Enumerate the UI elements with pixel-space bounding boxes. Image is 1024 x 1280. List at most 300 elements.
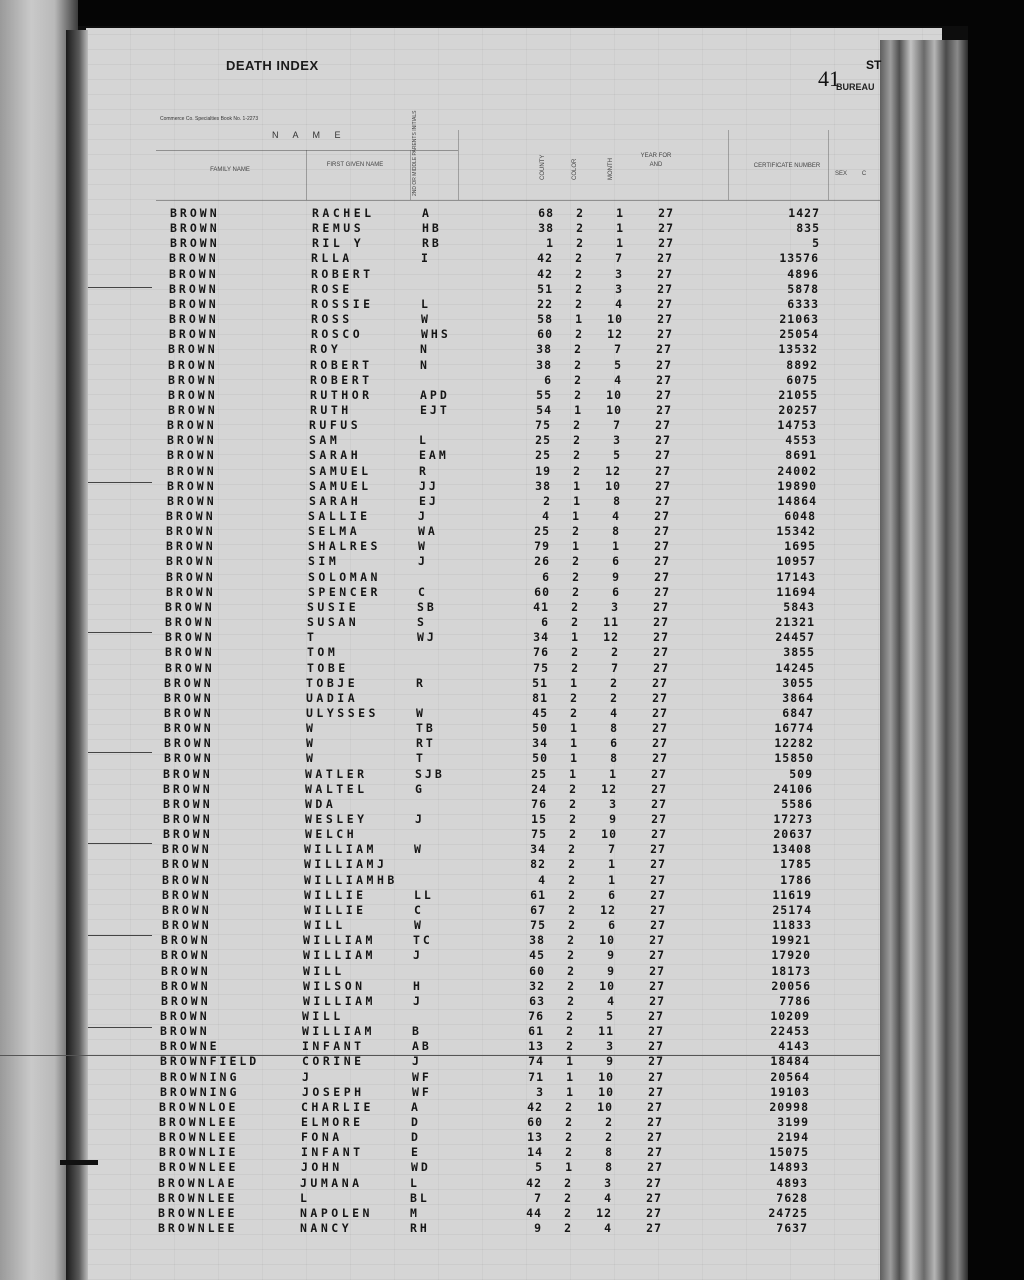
first-name-cell: NANCY [300,1221,353,1236]
county-cell: 44 [526,1205,542,1220]
initials-cell: W [421,312,431,327]
index-row [0,342,880,357]
family-name-cell: BROWN [166,569,216,584]
first-name-cell: WILLIAMJ [304,857,388,872]
county-cell: 42 [526,1175,542,1190]
color-cell: 2 [574,372,582,387]
certificate-number-cell: 24457 [775,630,815,645]
sex-header: SEX [834,171,847,177]
year-cell: 27 [656,372,672,387]
initials-cell: A [411,1099,421,1114]
initials-cell: EJT [420,402,450,417]
certificate-number-cell: 7637 [776,1221,808,1236]
color-cell: 2 [565,1130,573,1145]
family-name-cell: BROWN [166,554,216,569]
initials-cell: N [420,342,430,357]
state-label: ST [866,58,882,72]
county-cell: 3 [536,1084,544,1099]
month-cell: 6 [610,736,618,751]
index-row [0,221,880,236]
first-name-cell: CORINE [302,1054,365,1069]
county-cell: 34 [532,736,548,751]
family-name-cell: BROWN [161,963,211,978]
month-cell: 5 [606,1008,614,1023]
family-name-cell: BROWN [166,509,216,523]
first-name-cell: SOLOMAN [308,569,381,584]
color-cell: 2 [569,812,577,826]
first-name-cell: INFANT [301,1145,364,1160]
county-cell: 75 [530,918,546,933]
certificate-number-cell: 19921 [771,933,811,948]
family-name-cell: BROWN [162,872,212,887]
color-cell: 1 [570,721,578,736]
color-cell: 1 [570,751,578,766]
county-cell: 76 [533,645,549,660]
certificate-number-cell: 22453 [770,1024,810,1039]
initials-cell: TC [413,933,433,948]
index-row [0,267,880,282]
family-name-cell: BROWN [164,751,214,766]
first-name-cell: TOM [307,645,339,660]
name-section-label: N A M E [272,130,347,140]
county-cell: 38 [536,357,552,372]
first-name-cell: ROBERT [310,372,373,387]
county-cell: 42 [537,251,553,266]
certificate-number-cell: 4143 [778,1039,810,1054]
county-header: COUNTY [540,154,546,180]
family-name-cell: BROWN [160,1024,210,1039]
index-row [0,948,880,963]
color-cell: 2 [571,615,579,630]
month-cell: 12 [600,902,616,917]
first-name-cell: RACHEL [312,206,375,220]
color-cell: 2 [568,918,576,933]
first-name-cell: WDA [305,796,337,811]
family-name-cell: BROWNING [160,1084,240,1099]
index-row [0,615,880,630]
initials-cell: J [412,1054,422,1069]
color-cell: 2 [567,993,575,1008]
index-row [0,388,880,403]
month-cell: 3 [611,599,619,614]
county-cell: 6 [544,372,552,387]
month-cell: 3 [606,1039,614,1054]
color-cell: 2 [571,645,579,660]
county-cell: 75 [535,418,551,433]
month-cell: 4 [615,296,623,311]
family-name-cell: BROWN [169,327,219,342]
year-header: YEAR FOR AND [640,153,672,168]
family-name-cell: BROWNLAE [158,1175,238,1190]
month-cell: 12 [601,781,617,796]
color-cell: 2 [570,705,578,720]
color-cell: 2 [564,1205,572,1220]
year-cell: 27 [654,569,670,584]
first-name-cell: WILL [303,963,345,978]
color-cell: 2 [574,387,582,402]
initials-cell: TB [416,721,436,736]
county-cell: 13 [527,1130,543,1145]
year-cell: 27 [658,206,674,220]
index-row [0,1009,880,1024]
index-row [0,494,880,509]
first-name-cell: SIM [308,554,340,569]
certificate-number-cell: 12282 [774,736,814,751]
county-cell: 71 [528,1069,544,1084]
family-name-cell: BROWN [161,948,211,963]
certificate-number-cell: 14893 [769,1160,809,1175]
color-cell: 2 [575,327,583,342]
certificate-number-cell: 1695 [784,539,816,554]
first-name-cell: WILLIE [304,887,367,902]
certificate-number-cell: 21321 [775,615,815,630]
printer-imprint: Commerce Co. Specialties Book No. 1-2273 [160,116,259,122]
month-cell: 10 [598,1084,614,1099]
year-cell: 27 [653,630,669,645]
family-name-cell: BROWN [162,857,212,872]
index-row [0,585,880,600]
certificate-number-cell: 20564 [770,1069,810,1084]
family-name-cell: BROWN [163,796,213,811]
first-name-cell: ROSE [311,281,353,296]
month-cell: 6 [612,554,620,569]
initials-header: 2ND OR MIDDLE PARENTS INITIALS [412,110,418,196]
certificate-number-cell: 5586 [781,796,813,811]
year-cell: 27 [657,281,673,296]
month-cell: 8 [612,524,620,539]
page-number: 41 [818,66,840,91]
first-name-cell: NAPOLEN [300,1205,373,1220]
year-cell: 27 [651,812,667,826]
county-cell: 74 [528,1054,544,1069]
month-cell: 3 [609,796,617,811]
year-cell: 27 [652,751,668,766]
year-cell: 27 [652,721,668,736]
initials-cell: APD [420,387,450,402]
index-row [0,297,880,312]
county-cell: 25 [534,524,550,539]
color-cell: 2 [566,1024,574,1039]
county-cell: 79 [534,539,550,554]
certificate-number-cell: 6075 [786,372,818,387]
month-cell: 10 [598,1069,614,1084]
first-name-cell: ROSS [311,312,353,327]
family-name-cell: BROWN [169,296,219,311]
family-name-cell: BROWN [167,493,217,508]
county-cell: 76 [531,796,547,811]
index-row [0,418,880,433]
family-name-cell: BROWN [163,781,213,796]
month-cell: 9 [607,948,615,963]
year-cell: 27 [654,584,670,599]
initials-cell: J [415,812,425,826]
county-cell: 68 [538,206,554,220]
initials-cell: E [411,1145,421,1160]
family-name-cell: BROWN [165,645,215,660]
color-cell: 2 [568,842,576,857]
bureau-label: BUREAU [836,82,875,92]
color-cell: 1 [565,1160,573,1175]
certificate-number-cell: 25054 [779,327,819,342]
month-cell: 12 [605,463,621,478]
family-name-cell: BROWN [168,342,218,357]
year-cell: 27 [655,433,671,448]
column-rule [828,130,829,200]
first-name-cell: WILL [304,918,346,933]
certificate-number-cell: 24002 [777,463,817,478]
certificate-number-cell: 6048 [784,509,816,523]
year-cell: 27 [656,402,672,417]
year-cell: 27 [657,312,673,327]
county-cell: 55 [536,387,552,402]
index-row [0,736,880,751]
family-name-cell: BROWN [168,387,218,402]
color-cell: 2 [576,206,584,220]
initials-cell: L [410,1175,420,1190]
initials-cell: WJ [417,630,437,645]
initials-cell: W [414,842,424,857]
first-name-cell: CHARLIE [301,1099,374,1114]
month-cell: 12 [607,327,623,342]
family-name-cell: BROWN [162,918,212,933]
year-cell: 27 [654,524,670,539]
year-cell: 27 [658,236,674,251]
year-cell: 27 [650,842,666,857]
month-cell: 4 [604,1190,612,1205]
month-cell: 1 [608,872,616,887]
initials-cell: HB [422,221,442,236]
certificate-number-cell: 10957 [776,554,816,569]
color-cell: 2 [574,342,582,357]
month-cell: 8 [610,751,618,766]
county-cell: 24 [531,781,547,796]
month-cell: 3 [604,1175,612,1190]
index-row [0,312,880,327]
index-row [0,1024,880,1039]
first-name-cell: SUSAN [307,615,360,630]
column-rule [728,130,729,200]
index-row [0,767,880,782]
county-cell: 4 [542,509,550,523]
color-cell: 2 [573,463,581,478]
month-cell: 10 [599,978,615,993]
month-cell: 3 [615,266,623,281]
county-cell: 54 [536,402,552,417]
initials-cell: SB [417,599,437,614]
county-cell: 1 [546,236,554,251]
family-name-cell: BROWN [169,251,219,266]
certificate-number-cell: 17920 [771,948,811,963]
family-name-cell: BROWN [161,993,211,1008]
index-row [0,1115,880,1130]
initials-cell: R [416,675,426,690]
month-cell: 2 [610,690,618,705]
first-name-cell: SELMA [308,524,361,539]
family-name-cell: BROWN [167,418,217,433]
certificate-number-cell: 6333 [787,296,819,311]
index-row [0,751,880,766]
month-cell: 8 [605,1160,613,1175]
index-row [0,1100,880,1115]
year-cell: 27 [654,509,670,523]
month-cell: 4 [614,372,622,387]
county-cell: 60 [537,327,553,342]
color-cell: 2 [573,448,581,463]
year-cell: 27 [654,539,670,554]
year-cell: 27 [652,675,668,690]
certificate-number-cell: 3199 [777,1115,809,1129]
initials-cell: C [414,902,424,917]
first-name-cell: ROSSIE [311,296,374,311]
index-row [0,812,880,827]
index-row [0,842,880,857]
color-cell: 1 [572,509,580,523]
index-row [0,1160,880,1175]
county-cell: 60 [534,584,550,599]
year-cell: 27 [648,1024,664,1039]
color-cell: 2 [572,584,580,599]
year-cell: 27 [652,690,668,705]
month-cell: 11 [598,1024,614,1039]
initials-cell: G [415,781,425,796]
certificate-number-cell: 21063 [779,312,819,327]
index-row [0,358,880,373]
index-row [0,1191,880,1206]
year-cell: 27 [656,387,672,402]
year-cell: 27 [648,1054,664,1069]
first-name-cell: L [300,1190,311,1205]
certificate-number-cell: 21055 [778,387,818,402]
month-cell: 4 [612,509,620,523]
color-cell: 2 [564,1221,572,1236]
family-name-cell: BROWN [162,902,212,917]
year-cell: 27 [656,357,672,372]
index-row [0,1221,880,1236]
first-name-cell: TOBJE [306,675,359,690]
family-name-cell: BROWNLEE [158,1205,238,1220]
certificate-number-cell: 14753 [777,418,817,433]
family-name-cell: BROWN [164,721,214,736]
certificate-number-cell: 24725 [768,1205,808,1220]
family-name-cell: BROWNLOE [159,1099,239,1114]
color-cell: 2 [567,948,575,963]
certificate-number-cell: 15075 [769,1145,809,1160]
family-name-cell: BROWN [166,584,216,599]
certificate-number-cell: 7786 [779,993,811,1008]
county-cell: 45 [532,705,548,720]
color-cell: 1 [566,1084,574,1099]
index-row [0,206,880,221]
index-row [0,964,880,979]
color-cell: 1 [573,478,581,493]
family-name-cell: BROWN [165,615,215,630]
initials-cell: L [419,433,429,448]
index-row [0,539,880,554]
first-name-cell: RIL Y [312,236,365,251]
month-cell: 7 [614,342,622,357]
certificate-number-cell: 17273 [773,812,813,826]
index-row [0,509,880,524]
year-cell: 27 [648,1008,664,1023]
year-cell: 27 [653,645,669,660]
color-cell: 2 [574,357,582,372]
color-cell: 2 [573,433,581,448]
county-cell: 38 [536,342,552,357]
color-cell: 2 [576,221,584,236]
month-cell: 3 [615,281,623,296]
first-name-cell: J [302,1069,313,1084]
month-cell: 1 [616,221,624,236]
color-cell: 2 [571,660,579,675]
first-name-cell: WILLIAMHB [304,872,398,887]
initials-cell: T [416,751,426,766]
year-cell: 27 [649,948,665,963]
column-rule [410,150,411,200]
first-name-cell: ULYSSES [306,705,379,720]
family-name-cell: BROWNING [160,1069,240,1084]
index-row [0,1070,880,1085]
color-cell: 1 [566,1054,574,1069]
family-name-cell: BROWN [167,433,217,448]
certificate-number-cell: 19103 [770,1084,810,1099]
certificate-number-cell: 3855 [783,645,815,660]
index-row [0,433,880,448]
first-name-cell: RUTH [310,402,352,417]
certificate-number-cell: 1785 [780,857,812,872]
family-name-cell: BROWN [165,660,215,675]
index-row [0,630,880,645]
year-cell: 27 [653,615,669,630]
county-cell: 6 [542,569,550,584]
first-name-cell: WILLIAM [304,842,377,857]
year-cell: 27 [651,781,667,796]
color-cell: 2 [567,978,575,993]
first-name-cell: WILLIAM [303,948,376,963]
year-cell: 27 [647,1130,663,1145]
county-cell: 50 [532,721,548,736]
certificate-number-cell: 2194 [777,1130,809,1145]
month-cell: 11 [603,615,619,630]
certificate-number-cell: 5843 [783,599,815,614]
month-cell: 2 [610,675,618,690]
initials-cell: J [413,993,423,1008]
year-cell: 27 [653,660,669,675]
certificate-number-cell: 6847 [782,705,814,720]
month-cell: 7 [608,842,616,857]
color-cell: 2 [572,554,580,569]
county-cell: 38 [538,221,554,236]
certificate-number-cell: 17143 [776,569,816,584]
scan-right-border [968,0,1024,1280]
family-name-cell: BROWN [169,266,219,281]
month-cell: 1 [612,539,620,554]
certificate-number-cell: 11619 [772,887,812,902]
index-row [0,888,880,903]
family-name-cell: BROWNLEE [159,1115,239,1129]
family-name-cell: BROWN [164,736,214,751]
month-cell: 12 [596,1205,612,1220]
initials-cell: RT [416,736,436,751]
certificate-number-cell: 16774 [774,721,814,736]
initials-cell: B [412,1024,422,1039]
color-cell: 2 [571,599,579,614]
initials-cell: D [411,1115,421,1129]
color-cell: 1 [570,736,578,751]
year-cell: 27 [646,1221,662,1236]
month-cell: 5 [613,448,621,463]
county-cell: 75 [533,660,549,675]
family-name-cell: BROWNFIELD [160,1054,260,1069]
